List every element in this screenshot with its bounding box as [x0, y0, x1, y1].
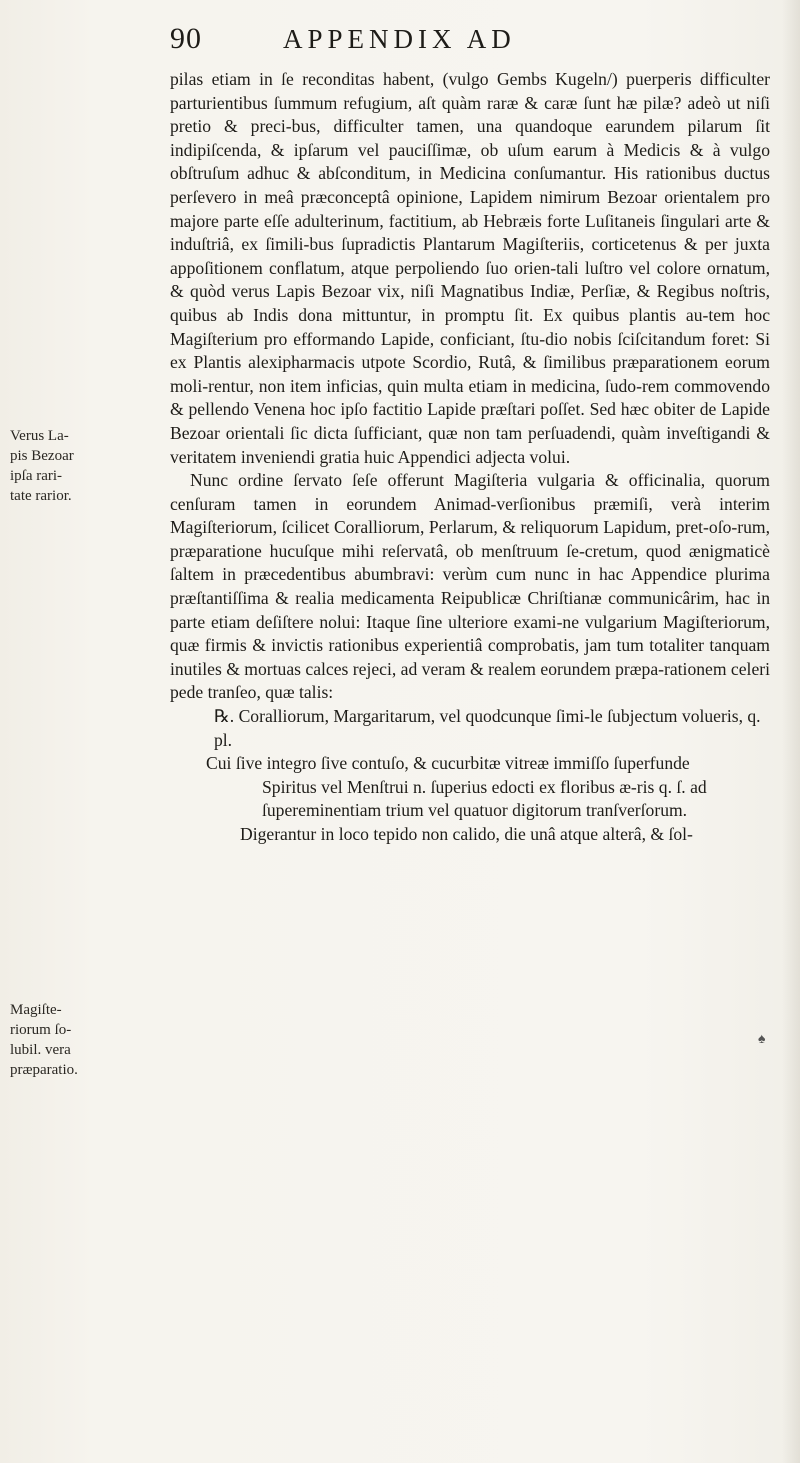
paragraph-bezoar: pilas etiam in ſe reconditas habent, (vulgo Gembs Kugeln/) puerperis difficulter parturientibus ſummum refugium, aſt quàm raræ & caræ ſunt hæ pilæ? adeò ut niſi pretio & preci-bus, difficulter tamen, una quandoque earundem pilarum ſit indipiſcenda, & ipſarum vel pauciſſimæ, ob uſum earum à Medicis & à vulgo obſtruſum adhuc & abſconditum, in Medicina conſumantur. His rationibus ductus perſevero in meâ præconceptâ opinione, Lapidem nimirum Bezoar orientalem pro majore parte eſſe adulterinum, factitium, ab Hebræis forte Luſitaneis ſingulari arte & induſtriâ, ex ſimili-bus ſupradictis Plantarum Magiſteriis, corticetenus & per juxta appoſitionem conflatum, atque perpoliendo ſuo orien-tali luſtro vel colore ornatum, & quòd verus Lapis Bezoar vix, niſi Magnatibus Indiæ, Perſiæ, & Regibus noſtris, quibus ab Indis dona mittuntur, in promptu ſit. Ex quibus plantis au-tem hoc Magiſterium pro efformando Lapide, conficiant, ſtu-dio nobis ſciſcitandum foret: Si ex Plantis alexipharmacis utpote Scordio, Rutâ, & ſimilibus præparationem eorum moli-rentur, non item inficias, quin multa etiam in medicina, ſudo-rem commovendo & pellendo Venena hoc ipſo factitio Lapide præſtari poſſet. Sed hæc obiter de Lapide Bezoar orientali ſic dicta ſufficiant, quæ non tam perſuadendi, quàm inveſtigandi & veritatem inveniendi gratia huic Appendici adjecta volui.	[170, 69, 770, 467]
recipe-instruction: Cui ſive integro ſive contuſo, & cucurbitæ vitreæ immiſſo ſuperfunde	[206, 753, 690, 774]
margin-line: Magiſte-	[10, 1002, 62, 1018]
recipe-ingredient: Spiritus vel Menſtrui n. ſuperius edocti ex floribus æ-ris q. ſ. ad ſupereminentiam trium vel quatuor digitorum tranſverſorum.	[262, 776, 707, 821]
body-text	[170, 68, 770, 847]
running-title: APPENDIX AD	[283, 24, 516, 54]
recipe-digestion: Digerantur in loco tepido non calido, die unâ atque alterâ, & ſol-	[240, 824, 693, 844]
page-number: 90	[170, 22, 202, 55]
margin-line: pis Bezoar	[10, 448, 74, 464]
paragraph-magisteria: Nunc ordine ſervato ſeſe offerunt Magiſteria vulgaria & officinalia, quorum cenſuram tamen in eorundem Animad-verſionibus præmiſi, verà interim Magiſteriorum, ſcilicet Coralliorum, Perlarum, & reliquorum Lapidum, pret-oſo-rum, præparatione hucuſque mihi reſervatâ, ob menſtruum ſe-cretum, quod ænigmaticè ſaltem in præcedentibus abumbravi: verùm cum nunc in hac Appendice plurima præſtantiſſima & realia medicamenta Reipublicæ Chriſtianæ communicârim, hac in parte etiam deſiſtere nolui: Itaque ſine ulteriore exami-ne vulgarium Magiſteriorum, quæ firmis & invictis rationibus experientiâ comprobatis, jam tum totaliter tanquam inutiles & mortuas calces rejeci, ad veram & realem eorundem præpa-rationem celeri pede tranſeo, quæ talis:	[170, 470, 770, 703]
margin-line: ipſa rari-	[10, 468, 63, 484]
margin-note-magisteria	[10, 1000, 160, 1080]
margin-line: Verus La-	[10, 428, 69, 444]
page-edge-shadow	[782, 0, 800, 1463]
margin-line: lubil. vera	[10, 1042, 71, 1058]
page-mark: ♠	[758, 1032, 766, 1047]
margin-line: riorum ſo-	[10, 1022, 72, 1038]
page-header	[170, 22, 770, 62]
margin-line: præparatio.	[10, 1062, 78, 1078]
margin-note-bezoar	[10, 426, 160, 506]
margin-line: tate rarior.	[10, 488, 72, 504]
recipe-line: ℞. Coralliorum, Margaritarum, vel quodcunque ſimi-le ſubjectum volueris, q. pl.	[214, 706, 761, 750]
